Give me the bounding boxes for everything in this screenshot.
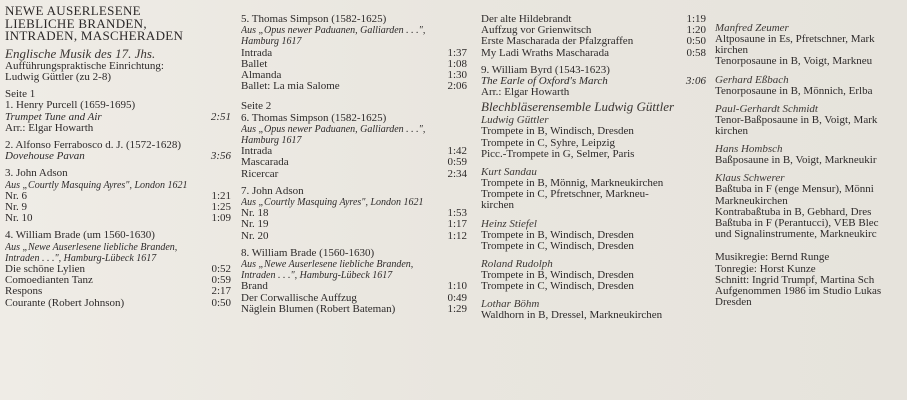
track-heading: 8. William Brade (1560-1630)	[241, 247, 375, 259]
instrument-line: Baßtuba in F (enge Mensur), Mönni	[715, 184, 874, 196]
instrument-line: Trompete in B, Windisch, Dresden	[481, 126, 634, 138]
track-line: Nr. 18 1:53	[241, 207, 467, 220]
instrument-line: Markneukirchen	[715, 195, 788, 207]
track-line: Auffzug vor Grienwitsch 1:20	[481, 24, 706, 37]
track-heading: 6. Thomas Simpson (1582-1625)	[241, 112, 387, 124]
track-line: Aus „Newe Auserlesene liebliche Branden,	[5, 241, 178, 253]
track-line: Almanda 1:30	[241, 69, 467, 82]
instrument-line: Picc.-Trompete in G, Selmer, Paris	[481, 148, 635, 160]
track-line: The Earle of Oxford's March 3:06	[481, 75, 706, 88]
instrument-line: Waldhorn in B, Dressel, Markneukirchen	[481, 310, 663, 322]
track-heading: 2. Alfonso Ferrabosco d. J. (1572-1628)	[5, 140, 181, 151]
instrument-line: und Signalinstrumente, Markneukirc	[715, 229, 877, 241]
instrument-line: kirchen	[715, 126, 748, 138]
track-heading: 5. Thomas Simpson (1582-1625)	[241, 14, 387, 25]
track-line: Intrada 1:37	[241, 46, 467, 59]
track-line: Courante (Robert Johnson) 0:50	[5, 296, 231, 309]
track-heading: 1. Henry Purcell (1659-1695)	[5, 100, 136, 112]
player-name: Paul-Gerhardt Schmidt	[715, 102, 818, 115]
instrument-line: Trompete in B, Mönnig, Markneukirchen	[481, 178, 664, 190]
credit-line: Tonregie: Horst Kunze	[715, 263, 816, 275]
player-name: Lothar Böhm	[481, 298, 540, 311]
album-title-line-2: LIEBLICHE BRANDEN,	[5, 15, 147, 31]
track-line: Hamburg 1617	[241, 36, 302, 48]
track-line: Nr. 20 1:12	[241, 229, 467, 242]
column-2	[241, 14, 467, 315]
instrument-line: Trompete in C, Syhre, Leipzig	[481, 137, 616, 149]
side-label: Seite 2	[241, 101, 272, 113]
track-line: Ballet: La mia Salome 2:06	[241, 80, 467, 93]
track-line: Aus „Courtly Masquing Ayres", London 1621	[5, 179, 188, 191]
track-line: Mascarada 0:59	[241, 156, 467, 169]
track-line: Aus „Opus newer Paduanen, Galliarden . . .",	[241, 123, 426, 135]
track-line: My Ladi Wraths Mascharada 0:58	[481, 46, 706, 59]
instrument-line: Baßposaune in B, Voigt, Markneukir	[715, 155, 877, 167]
track-line: Erste Mascharada der Pfalzgraffen 0:50	[481, 35, 706, 48]
player-name: Heinz Stiefel	[481, 217, 537, 230]
track-line: Näglein Blumen (Robert Bateman) 1:29	[241, 302, 467, 315]
track-heading: 4. William Brade (um 1560-1630)	[5, 230, 155, 242]
track-line: Die schöne Lylien 0:52	[5, 263, 231, 276]
track-line: Ballet 1:08	[241, 57, 467, 70]
credit-line: Musikregie: Bernd Runge	[715, 252, 830, 264]
player-name: Ludwig Güttler	[481, 114, 549, 127]
instrument-line: Kontrabaßtuba in B, Gebhard, Dres	[715, 206, 872, 218]
column-4	[715, 22, 907, 308]
column-3	[481, 14, 706, 322]
instrument-line: kirchen	[481, 200, 514, 212]
track-line: Arr.: Elgar Howarth	[5, 122, 94, 134]
track-line: Nr. 6 1:21	[5, 189, 231, 202]
instrument-line: Trompete in B, Windisch, Dresden	[481, 229, 634, 241]
instrument-line: Tenorposaune in B, Voigt, Markneu	[715, 56, 873, 68]
track-line: Aus „Opus newer Paduanen, Galliarden . . .",	[241, 25, 426, 37]
track-line: Brand 1:10	[241, 280, 467, 293]
track-line: Der Corwallische Auffzug 0:49	[241, 291, 467, 304]
track-line: Arr.: Elgar Howarth	[481, 87, 570, 99]
arrangement-line: Aufführungspraktische Einrichtung:	[5, 60, 164, 72]
credit-line: Aufgenommen 1986 im Studio Lukas	[715, 286, 882, 298]
track-line: Aus „Newe Auserlesene liebliche Branden,	[241, 259, 414, 271]
player-name: Manfred Zeumer	[715, 22, 789, 34]
arrangement-line: Ludwig Güttler (zu 2-8)	[5, 71, 111, 83]
track-heading: 3. John Adson	[5, 168, 68, 180]
instrument-line: Tenor-Baßposaune in B, Voigt, Mark	[715, 114, 878, 126]
player-name: Hans Hombsch	[715, 143, 783, 156]
track-line: Hamburg 1617	[241, 135, 302, 147]
track-line: Dovehouse Pavan 3:56	[5, 150, 231, 163]
player-name: Roland Rudolph	[481, 258, 553, 271]
track-line: Aus „Courtly Masquing Ayres", London 1621	[241, 197, 424, 209]
track-line: Intrada 1:42	[241, 145, 467, 158]
track-line: Respons 2:17	[5, 285, 231, 298]
track-line: Comoedianten Tanz 0:59	[5, 274, 231, 287]
player-name: Klaus Schwerer	[715, 172, 785, 185]
credit-line: Schnitt: Ingrid Trumpf, Martina Sch	[715, 274, 875, 286]
track-line: Intraden . . .", Hamburg-Lübeck 1617	[5, 252, 157, 264]
instrument-line: Trompete in B, Windisch, Dresden	[481, 270, 634, 282]
album-title-line-3: INTRADEN, MASCHERADEN	[5, 28, 184, 44]
album-title-line-1: NEWE AUSERLESENE	[5, 3, 141, 18]
player-name: Kurt Sandau	[481, 166, 537, 179]
side-label: Seite 1	[5, 89, 36, 101]
ensemble-name: Blechbläserensemble Ludwig Güttler	[481, 99, 675, 115]
track-line: Intraden . . .", Hamburg-Lübeck 1617	[241, 270, 393, 282]
track-line: Ricercar 2:34	[241, 167, 467, 180]
album-subtitle: Englische Musik des 17. Jhs.	[5, 45, 156, 61]
instrument-line: Trompete in C, Windisch, Dresden	[481, 240, 634, 252]
track-line: Nr. 9 1:25	[5, 201, 231, 214]
track-heading: 9. William Byrd (1543-1623)	[481, 64, 610, 76]
track-heading: 7. John Adson	[241, 185, 304, 197]
credit-line: Dresden	[715, 297, 752, 309]
instrument-line: Altposaune in Es, Pfretschner, Mark	[715, 34, 875, 45]
instrument-line: Trompete in C, Windisch, Dresden	[481, 281, 634, 293]
track-line: Trumpet Tune and Air 2:51	[5, 110, 231, 123]
track-line: Der alte Hildebrandt 1:19	[481, 13, 706, 25]
track-line: Nr. 10 1:09	[5, 212, 231, 225]
instrument-line: Baßtuba in F (Perantucci), VEB Blec	[715, 218, 879, 230]
instrument-line: kirchen	[715, 45, 748, 57]
column-1	[5, 5, 231, 309]
instrument-line: Tenorposaune in B, Mönnich, Erlba	[715, 85, 873, 97]
player-name: Gerhard Eßbach	[715, 73, 789, 86]
instrument-line: Trompete in C, Pfretschner, Markneu-	[481, 189, 649, 201]
track-line: Nr. 19 1:17	[241, 218, 467, 231]
